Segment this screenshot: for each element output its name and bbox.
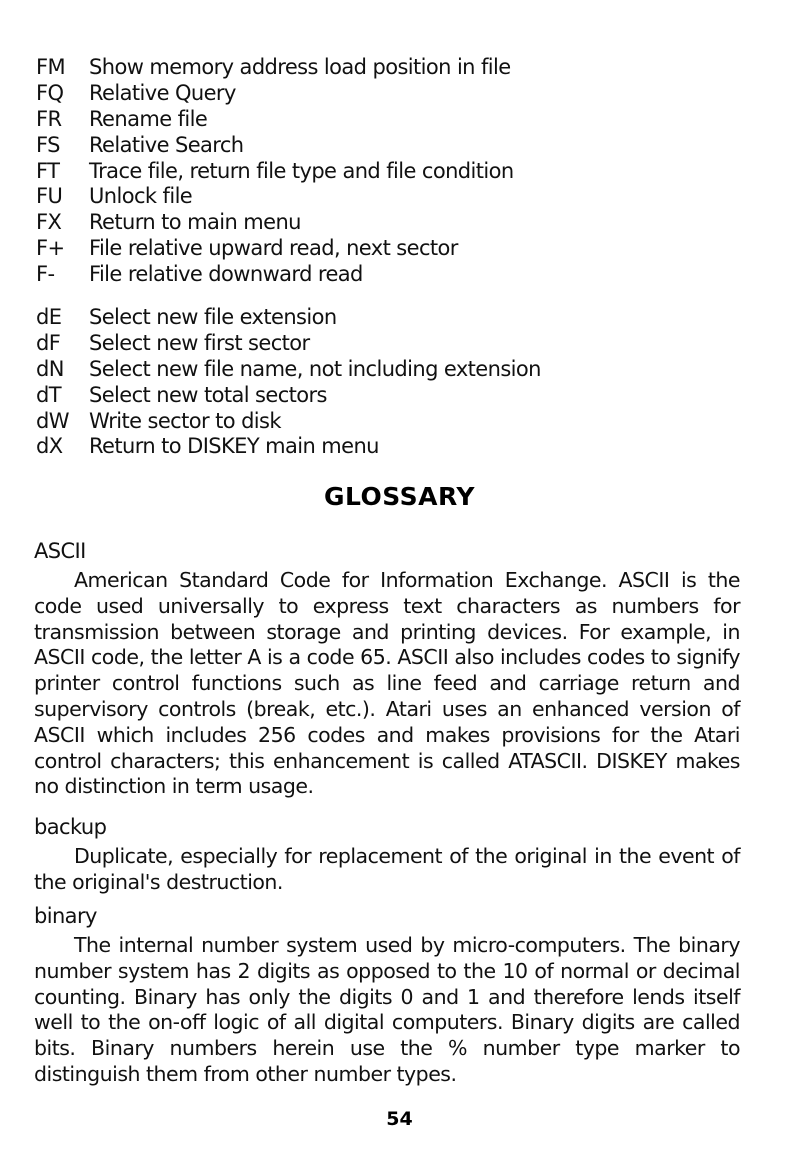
command-row <box>36 184 776 210</box>
glossary-definition: American Standard Code for Information Exchange. ASCII is the code used universally to express text characters as numbers for transmission between storage and printing devices. For example, in ASCII code, the letter A is a code 65. ASCII also includes codes to signify printer control functions such as line feed and carriage return and supervisory controls (break, etc.). Atari uses an enhanced version of ASCII which includes 256 codes and makes provisions for the Atari control characters; this enhancement is called ATASCII. DISKEY makes no distinction in term usage. <box>34 568 740 799</box>
glossary-term: binary <box>34 904 97 928</box>
glossary-definition: Duplicate, especially for replacement of the original in the event of the original's destruction. <box>34 844 740 894</box>
glossary-entry-backup <box>34 814 740 896</box>
glossary-definition: The internal number system used by micro-computers. The binary number system has 2 digits as opposed to the 10 of normal or decimal counting. Binary has only the digits 0 and 1 and therefore lends itself well to the on-off logic of all digital computers. Binary digits are called bits. Binary numbers herein use the % number type marker to distinguish them from other number types. <box>34 933 740 1086</box>
command-code: FT <box>36 158 60 183</box>
command-code: dX <box>36 434 63 459</box>
command-description: Select new file name, not including extension <box>89 356 541 381</box>
glossary-entry-binary <box>34 903 740 1088</box>
command-row <box>36 81 776 107</box>
glossary-term: ASCII <box>34 539 86 563</box>
command-row <box>36 133 776 159</box>
command-code: FX <box>36 210 62 235</box>
glossary-heading: GLOSSARY <box>323 482 476 511</box>
command-code: dF <box>36 330 61 355</box>
command-row <box>36 383 776 409</box>
command-code: F+ <box>36 236 65 261</box>
command-description: Return to DISKEY main menu <box>89 434 379 459</box>
command-row <box>36 236 776 262</box>
command-description: Write sector to disk <box>89 408 281 433</box>
command-list-file <box>36 55 776 288</box>
command-description: Select new file extension <box>89 305 337 329</box>
command-row <box>36 434 776 460</box>
command-description: Trace file, return file type and file condition <box>89 158 514 183</box>
command-description: Select new first sector <box>89 330 310 355</box>
command-code: dW <box>36 408 69 433</box>
command-code: dN <box>36 356 64 381</box>
command-list-directory <box>36 305 776 460</box>
command-row <box>36 210 776 236</box>
command-row <box>36 331 776 357</box>
command-code: FU <box>36 184 63 209</box>
command-row <box>36 409 776 435</box>
command-description: Return to main menu <box>89 210 301 235</box>
command-code: FS <box>36 132 60 157</box>
glossary-term: backup <box>34 815 107 839</box>
command-description: Relative Query <box>89 80 236 105</box>
command-code: dT <box>36 382 61 407</box>
command-description: Select new total sectors <box>89 382 327 407</box>
command-description: Rename file <box>89 106 208 131</box>
command-row <box>36 262 776 288</box>
command-description: File relative downward read <box>89 262 363 287</box>
command-description: Relative Search <box>89 132 244 157</box>
command-code: F- <box>36 262 55 287</box>
command-row <box>36 159 776 185</box>
glossary-entry-ascii <box>34 538 740 800</box>
command-row <box>36 357 776 383</box>
command-code: dE <box>36 305 62 329</box>
command-row <box>36 107 776 133</box>
command-code: FR <box>36 106 62 131</box>
page-number: 54 <box>386 1108 413 1130</box>
command-description: Unlock file <box>89 184 193 209</box>
command-row <box>36 55 776 81</box>
command-row <box>36 305 776 331</box>
command-description: File relative upward read, next sector <box>89 236 458 261</box>
command-description: Show memory address load position in file <box>89 55 511 79</box>
command-code: FQ <box>36 80 64 105</box>
command-code: FM <box>36 55 65 79</box>
